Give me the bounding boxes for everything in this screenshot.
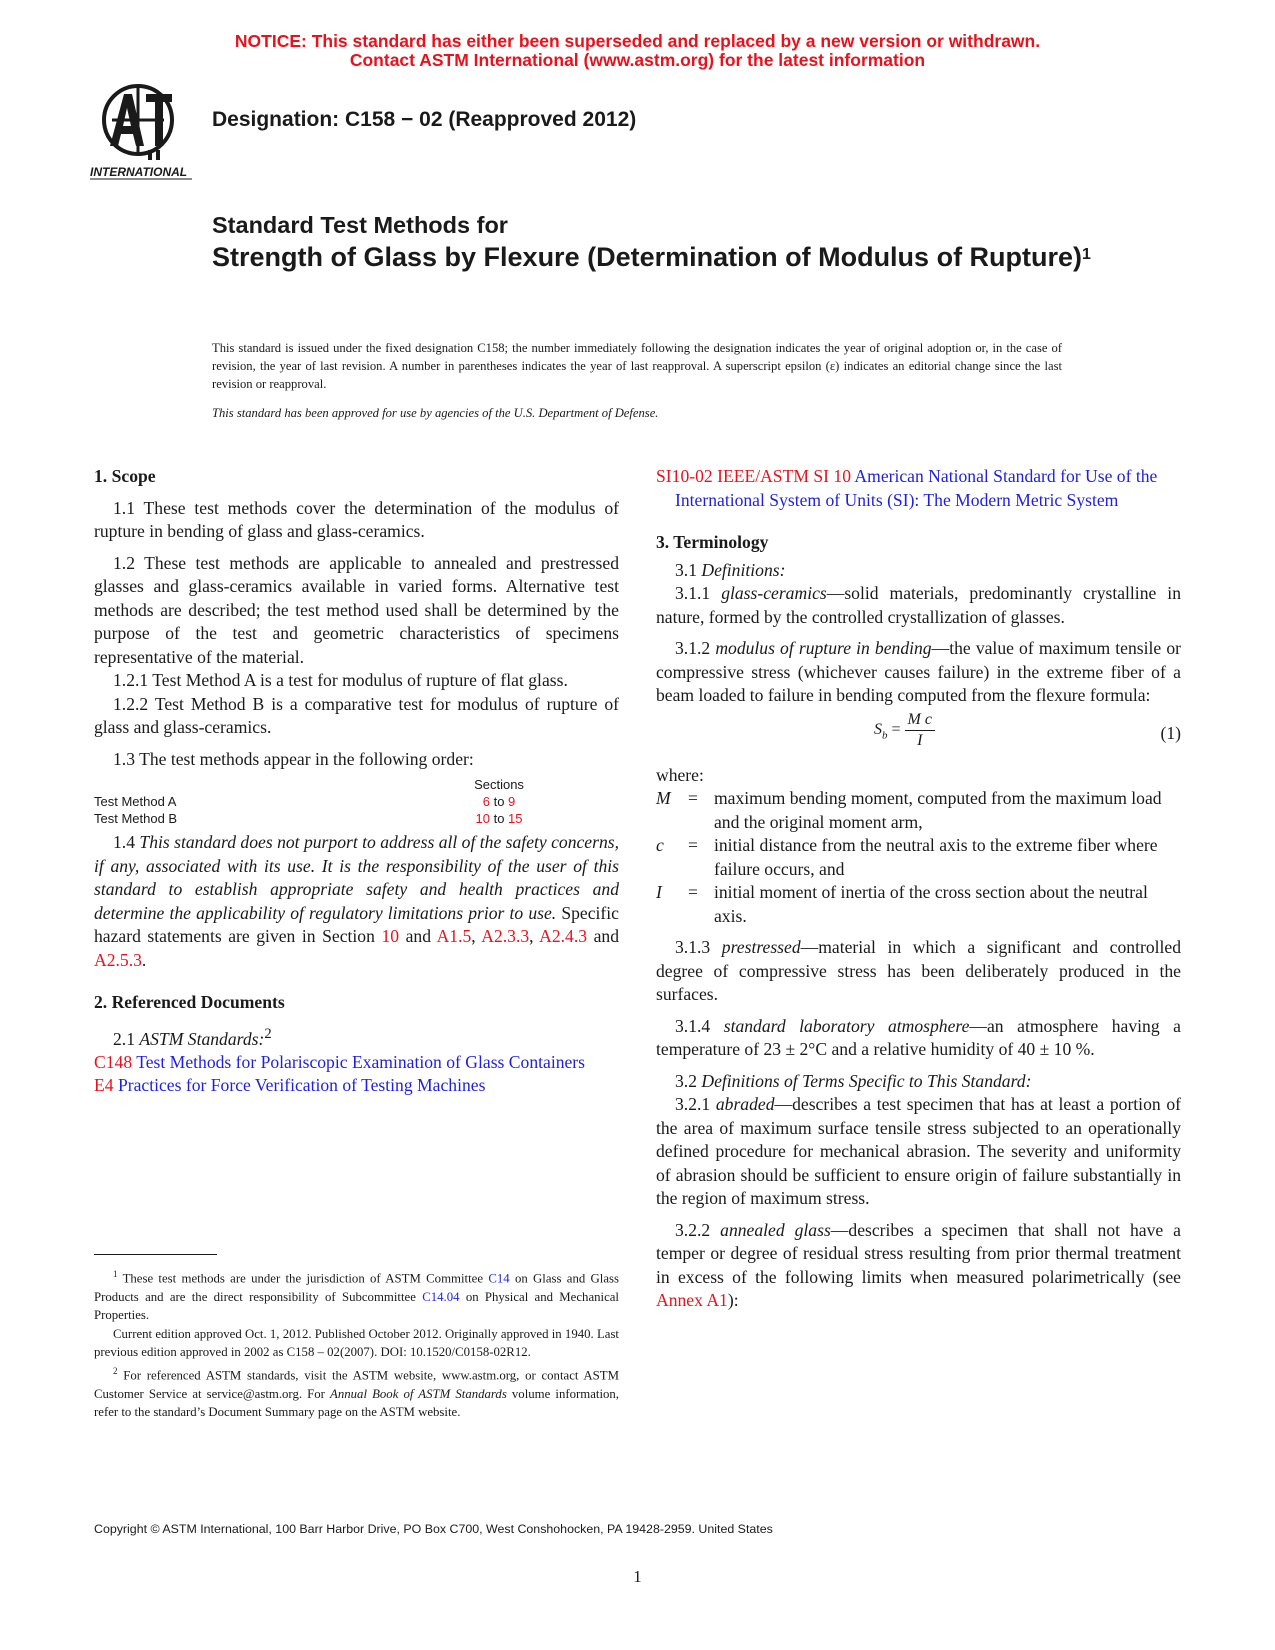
reference-c148[interactable] — [94, 1051, 619, 1075]
paragraph-3-1-1: 3.1.1 glass-ceramics—solid materials, predominantly crystalline in nature, formed by the controlled crystallization of glasses. — [656, 583, 1181, 627]
paragraph-3-2-2: 3.2.2 annealed glass—describes a specimen that shall not have a temper or degree of residual stress resulting from prior thermal treatment in excess of the following limits when measured polarimetrically (see Annex A1): — [656, 1219, 1181, 1310]
designation: Designation: C158 − 02 (Reapproved 2012) — [212, 108, 637, 131]
reference-si10[interactable] — [656, 465, 1181, 512]
formula-numerator: M c — [905, 710, 935, 731]
right-column — [656, 465, 1181, 1313]
flexure-formula: $S_b$ = $\frac{\text{M c}}{I}$ (1) — [874, 710, 1181, 749]
paragraph-1-2-1: 1.2.1 Test Method A is a test for modulus of rupture of flat glass. — [113, 670, 568, 690]
paragraph-3-2: 3.2 Definitions of Terms Specific to This Standard: — [675, 1070, 1032, 1091]
notice-line-2: Contact ASTM International (www.astm.org) for the latest information — [349, 50, 926, 70]
ref-code-e4[interactable]: E4 — [94, 1075, 114, 1096]
formula-denominator: I — [917, 731, 923, 749]
paragraph-3-1-3: 3.1.3 prestressed—material in which a significant and controlled degree of compressive stress has been deliberately produced in the surfaces. — [656, 937, 1181, 1004]
where-label: where: — [656, 764, 704, 785]
ref-link-a2-3-3[interactable]: A2.3.3 — [481, 926, 530, 946]
paragraph-1-2-2: 1.2.2 Test Method B is a comparative test for modulus of rupture of glass and glass-ceramics. — [94, 693, 619, 737]
ref-title-c148[interactable]: Test Methods for Polariscopic Examination of Glass Containers — [132, 1051, 586, 1072]
title-footnote-mark: 1 — [1082, 246, 1091, 263]
ref-code-c148[interactable]: C148 — [94, 1051, 133, 1072]
paragraph-3-1: 3.1 Definitions: — [675, 559, 786, 580]
section-heading-referenced-documents: 2. Referenced Documents — [94, 992, 285, 1012]
sections-table — [94, 776, 619, 827]
ref-link-a2-4-3[interactable]: A2.4.3 — [539, 926, 588, 946]
table-row: Test Method B 10 to 15 — [94, 811, 523, 826]
variable-definitions — [656, 787, 1181, 928]
equation-number: (1) — [1160, 722, 1181, 743]
paragraph-1-3: 1.3 The test methods appear in the following order: — [113, 748, 474, 769]
section-heading-terminology: 3. Terminology — [656, 532, 769, 552]
paragraph-1-2: 1.2 These test methods are applicable to annealed and prestressed glasses and glass-ceramics available in varied forms. Alternative test methods are described; the test method used shall be determined by the purpose of the test and geometric characteristics of specimens representative of the material. — [94, 552, 619, 667]
ref-title-si10[interactable]: American National Standard for Use of the International System of Units (SI): The Modern Metric System — [675, 466, 1158, 510]
ref-link-a1-5[interactable]: A1.5 — [436, 926, 472, 946]
footnotes — [94, 1265, 619, 1422]
sections-header: Sections — [474, 777, 524, 792]
section-link-9[interactable]: 9 — [508, 794, 516, 809]
paragraph-1-4: 1.4 This standard does not purport to address all of the safety concerns, if any, associated with its use. It is the responsibility of the user of this standard to establish appropriate safety and health practices and determine the applicability of regulatory limitations prior to use. Specific hazard statements are given in Section 10 and A1.5, A2.3.3, A2.4.3 and A2.5.3. — [94, 832, 620, 970]
ref-link-10[interactable]: 10 — [381, 926, 400, 946]
paragraph-2-1: 2.1 ASTM Standards:$^2$ — [113, 1025, 272, 1049]
paragraph-3-2-1: 3.2.1 abraded—describes a test specimen that has at least a portion of the area of maximum surface tensile stress subjected to an operationally defined procedure for mechanical abrasion. The severity and uniformity of abrasion should be sufficient to ensure origin of failure substantially in the region of maximum stress. — [656, 1094, 1181, 1208]
page-number: 1 — [633, 1567, 642, 1586]
footnote-divider — [94, 1254, 217, 1255]
method-name: Test Method B — [94, 811, 178, 826]
copyright-notice: Copyright © ASTM International, 100 Barr Harbor Drive, PO Box C700, West Conshohocken, PA 19428-2959. United States — [94, 1522, 773, 1536]
footnote-current-edition: Current edition approved Oct. 1, 2012. Published October 2012. Originally approved in 1940. Last previous edition approved in 2002 as C158 – 02(2007). DOI: 10.1520/C0158-02R12. — [94, 1326, 619, 1360]
ref-code-si10[interactable]: SI10-02 IEEE/ASTM SI 10 — [656, 466, 851, 486]
withdrawal-notice — [0, 32, 1275, 70]
annex-a1-link[interactable]: Annex A1 — [656, 1290, 728, 1310]
table-row: Test Method A 6 to 9 — [94, 794, 516, 809]
table-row: I = initial moment of inertia of the cross section about the neutral axis. — [656, 882, 1148, 926]
logo-wordmark: INTERNATIONAL — [90, 165, 188, 179]
reference-e4[interactable] — [94, 1074, 619, 1098]
ref-link-a2-5-3[interactable]: A2.5.3 — [94, 949, 142, 970]
subcommittee-link-c14-04[interactable]: C14.04 — [422, 1289, 460, 1304]
footnote-2: $^2$ For referenced ASTM standards, visit the ASTM website, www.astm.org, or contact ASTM Customer Service at service@astm.org. For Annual Book of ASTM Standards volume information, refer to the standard’s Document Summary page on the ASTM website. — [94, 1365, 619, 1420]
left-column — [94, 465, 619, 1098]
paragraph-3-1-2: 3.1.2 modulus of rupture in bending—the value of maximum tensile or compressive stress (whichever causes failure) in the extreme fiber of a beam loaded to failure in bending computed from the flexure formula: — [656, 638, 1181, 705]
method-name: Test Method A — [94, 794, 177, 809]
section-link-10[interactable]: 10 — [475, 811, 490, 826]
notice-line-1: NOTICE: This standard has either been superseded and replaced by a new version or withdrawn. — [234, 31, 1041, 51]
paragraph-3-1-4: 3.1.4 standard laboratory atmosphere—an atmosphere having a temperature of 23 ± 2°C and a relative humidity of 40 ± 10 %. — [656, 1015, 1181, 1059]
table-row: c = initial distance from the neutral axis to the extreme fiber where failure occurs, and — [656, 835, 1158, 879]
paragraph-1-1: 1.1 These test methods cover the determination of the modulus of rupture in bending of glass and glass-ceramics. — [94, 497, 619, 541]
section-link-6[interactable]: 6 — [482, 794, 490, 809]
formula-lhs: S — [874, 720, 882, 738]
ref-title-e4[interactable]: Practices for Force Verification of Testing Machines — [113, 1075, 486, 1096]
table-row: M = maximum bending moment, computed from the maximum load and the original moment arm, — [656, 788, 1162, 832]
document-title — [212, 210, 1112, 274]
dod-approval-statement: This standard has been approved for use by agencies of the U.S. Department of Defense. — [212, 406, 659, 420]
committee-link-c14[interactable]: C14 — [488, 1271, 510, 1286]
section-heading-scope: 1. Scope — [94, 466, 156, 486]
title-line-1: Standard Test Methods for — [212, 212, 508, 238]
footnote-1: $^1$ These test methods are under the jurisdiction of ASTM Committee C14 on Glass and Glass Products and are the direct responsibility of Subcommittee C14.04 on Physical and Mechanical Properties. — [94, 1269, 619, 1323]
astm-international-logo-icon — [88, 80, 194, 180]
issuance-statement: This standard is issued under the fixed designation C158; the number immediately following the designation indicates the year of original adoption or, in the case of revision, the year of last revision. A number in parentheses indicates the year of last reapproval. A superscript epsilon (ε) indicates an editorial change since the last revision or reapproval. — [212, 341, 1062, 391]
section-link-15[interactable]: 15 — [508, 811, 523, 826]
title-line-2: Strength of Glass by Flexure (Determination of Modulus of Rupture)$^1$ — [212, 242, 1091, 272]
